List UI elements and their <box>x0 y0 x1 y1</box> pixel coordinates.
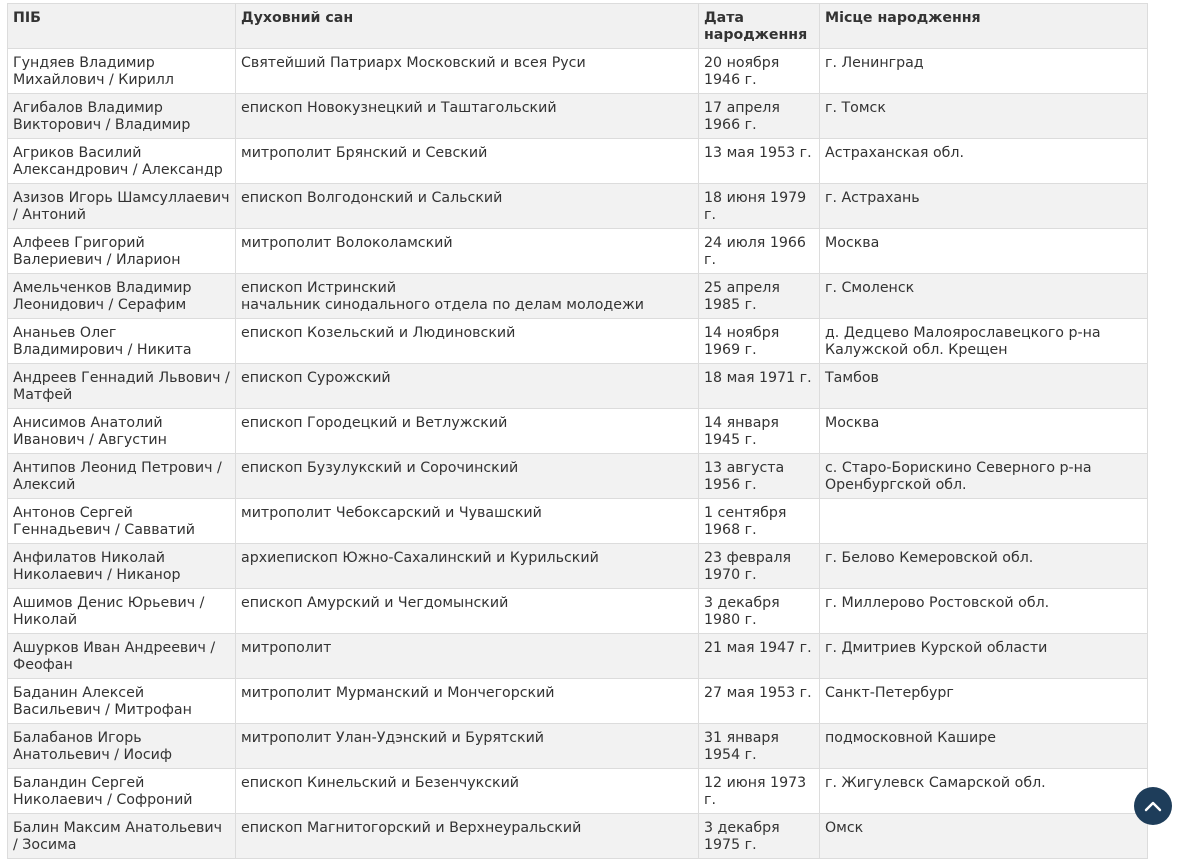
cell-rank: епископ Амурский и Чегдомынский <box>236 589 699 634</box>
chevron-up-icon <box>1144 800 1162 812</box>
cell-name: Баданин Алексей Васильевич / Митрофан <box>8 679 236 724</box>
cell-rank: епископ Городецкий и Ветлужский <box>236 409 699 454</box>
cell-name: Агибалов Владимир Викторович / Владимир <box>8 94 236 139</box>
cell-rank: архиепископ Южно-Сахалинский и Курильский <box>236 544 699 589</box>
cell-name: Ашимов Денис Юрьевич / Николай <box>8 589 236 634</box>
cell-rank: епископ Магнитогорский и Верхнеуральский <box>236 814 699 859</box>
cell-birth-place: д. Дедцево Малоярославецкого р-на Калужской обл. Крещен <box>820 319 1148 364</box>
cell-birth-date: 17 апреля 1966 г. <box>699 94 820 139</box>
cell-birth-date: 20 ноября 1946 г. <box>699 49 820 94</box>
cell-name: Анфилатов Николай Николаевич / Никанор <box>8 544 236 589</box>
cell-rank: митрополит Волоколамский <box>236 229 699 274</box>
cell-birth-date: 24 июля 1966 г. <box>699 229 820 274</box>
cell-name: Азизов Игорь Шамсуллаевич / Антоний <box>8 184 236 229</box>
cell-birth-place: Астраханская обл. <box>820 139 1148 184</box>
cell-name: Ананьев Олег Владимирович / Никита <box>8 319 236 364</box>
cell-birth-place: Санкт-Петербург <box>820 679 1148 724</box>
cell-name: Гундяев Владимир Михайлович / Кирилл <box>8 49 236 94</box>
cell-name: Анисимов Анатолий Иванович / Августин <box>8 409 236 454</box>
table-row <box>8 409 1148 454</box>
cell-birth-place: г. Жигулевск Самарской обл. <box>820 769 1148 814</box>
cell-name: Антипов Леонид Петрович / Алексий <box>8 454 236 499</box>
cell-rank: епископ Новокузнецкий и Таштагольский <box>236 94 699 139</box>
table-row <box>8 49 1148 94</box>
cell-birth-date: 3 декабря 1975 г. <box>699 814 820 859</box>
cell-birth-date: 27 мая 1953 г. <box>699 679 820 724</box>
cell-name: Андреев Геннадий Львович / Матфей <box>8 364 236 409</box>
cell-birth-place: г. Ленинград <box>820 49 1148 94</box>
cell-birth-date: 13 августа 1956 г. <box>699 454 820 499</box>
cell-birth-date: 23 февраля 1970 г. <box>699 544 820 589</box>
cell-rank: митрополит Брянский и Севский <box>236 139 699 184</box>
table-row <box>8 589 1148 634</box>
cell-rank: епископ Истринский начальник синодального отдела по делам молодежи <box>236 274 699 319</box>
table-row <box>8 814 1148 859</box>
table-row <box>8 634 1148 679</box>
cell-birth-date: 18 мая 1971 г. <box>699 364 820 409</box>
table-row <box>8 94 1148 139</box>
header-rank: Духовний сан <box>236 4 699 49</box>
header-row <box>8 4 1148 49</box>
table-row <box>8 679 1148 724</box>
table-row <box>8 139 1148 184</box>
scroll-to-top-button[interactable] <box>1134 787 1172 825</box>
cell-birth-date: 31 января 1954 г. <box>699 724 820 769</box>
cell-name: Балабанов Игорь Анатольевич / Иосиф <box>8 724 236 769</box>
cell-birth-place: г. Дмитриев Курской области <box>820 634 1148 679</box>
cell-rank: епископ Сурожский <box>236 364 699 409</box>
cell-birth-place: г. Астрахань <box>820 184 1148 229</box>
table-row <box>8 769 1148 814</box>
cell-birth-date: 13 мая 1953 г. <box>699 139 820 184</box>
cell-birth-date: 25 апреля 1985 г. <box>699 274 820 319</box>
cell-name: Балин Максим Анатольевич / Зосима <box>8 814 236 859</box>
cell-birth-place: с. Старо-Борискино Северного р-на Оренбургской обл. <box>820 454 1148 499</box>
cell-birth-date: 12 июня 1973 г. <box>699 769 820 814</box>
cell-birth-date: 3 декабря 1980 г. <box>699 589 820 634</box>
cell-rank: епископ Волгодонский и Сальский <box>236 184 699 229</box>
cell-rank: Святейший Патриарх Московский и всея Руси <box>236 49 699 94</box>
clergy-table <box>7 3 1148 859</box>
cell-birth-place: г. Белово Кемеровской обл. <box>820 544 1148 589</box>
cell-rank: митрополит Улан-Удэнский и Бурятский <box>236 724 699 769</box>
cell-birth-place: Москва <box>820 229 1148 274</box>
table-body <box>8 49 1148 859</box>
cell-rank: епископ Бузулукский и Сорочинский <box>236 454 699 499</box>
table-row <box>8 544 1148 589</box>
cell-birth-date: 14 ноября 1969 г. <box>699 319 820 364</box>
table-row <box>8 184 1148 229</box>
cell-rank: епископ Козельский и Людиновский <box>236 319 699 364</box>
table-header <box>8 4 1148 49</box>
cell-birth-place: г. Миллерово Ростовской обл. <box>820 589 1148 634</box>
cell-rank: епископ Кинельский и Безенчукский <box>236 769 699 814</box>
table-row <box>8 229 1148 274</box>
table-row <box>8 499 1148 544</box>
cell-rank: митрополит Чебоксарский и Чувашский <box>236 499 699 544</box>
cell-name: Амельченков Владимир Леонидович / Серафим <box>8 274 236 319</box>
cell-birth-place: Омск <box>820 814 1148 859</box>
cell-birth-place: подмосковной Кашире <box>820 724 1148 769</box>
cell-birth-place: г. Томск <box>820 94 1148 139</box>
cell-name: Агриков Василий Александрович / Александр <box>8 139 236 184</box>
cell-name: Алфеев Григорий Валериевич / Иларион <box>8 229 236 274</box>
cell-name: Ашурков Иван Андреевич / Феофан <box>8 634 236 679</box>
cell-rank: митрополит Мурманский и Мончегорский <box>236 679 699 724</box>
table-row <box>8 319 1148 364</box>
cell-birth-date: 21 мая 1947 г. <box>699 634 820 679</box>
table-row <box>8 454 1148 499</box>
header-birth-date: Дата народження <box>699 4 820 49</box>
cell-birth-date: 18 июня 1979 г. <box>699 184 820 229</box>
cell-name: Баландин Сергей Николаевич / Софроний <box>8 769 236 814</box>
cell-birth-place: Москва <box>820 409 1148 454</box>
cell-birth-place: г. Смоленск <box>820 274 1148 319</box>
cell-birth-place: Тамбов <box>820 364 1148 409</box>
cell-birth-date: 14 января 1945 г. <box>699 409 820 454</box>
table-row <box>8 274 1148 319</box>
table-row <box>8 724 1148 769</box>
cell-birth-date: 1 сентября 1968 г. <box>699 499 820 544</box>
cell-name: Антонов Сергей Геннадьевич / Савватий <box>8 499 236 544</box>
header-name: ПІБ <box>8 4 236 49</box>
header-birth-place: Місце народження <box>820 4 1148 49</box>
cell-birth-place <box>820 499 1148 544</box>
table-row <box>8 364 1148 409</box>
cell-rank: митрополит <box>236 634 699 679</box>
